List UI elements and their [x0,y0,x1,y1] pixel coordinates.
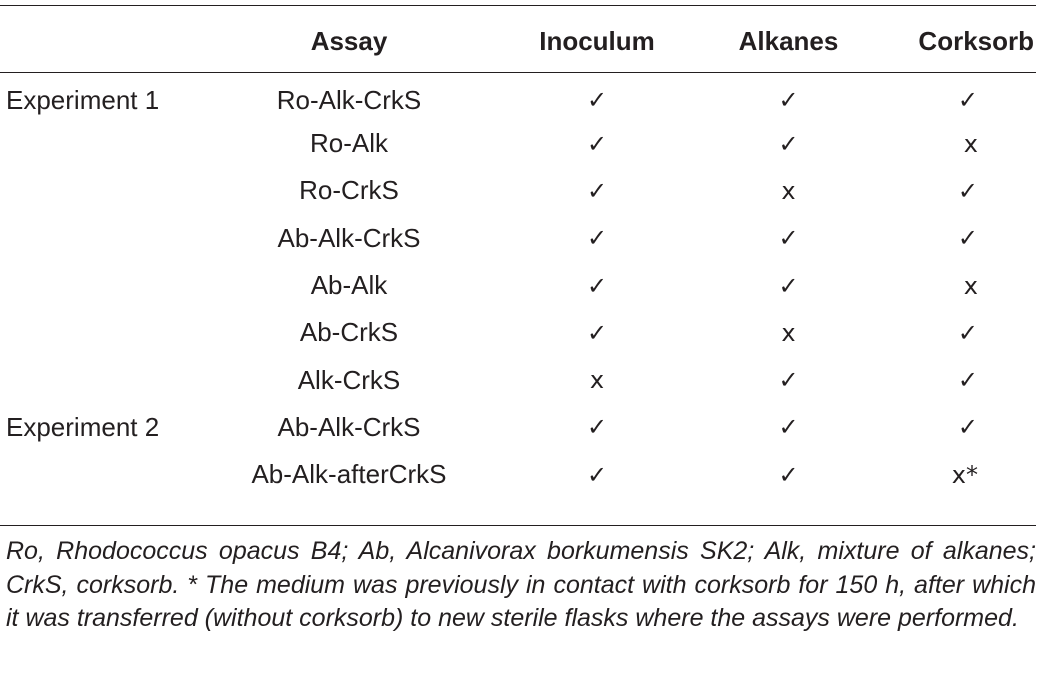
cell-corksorb: ✓ [957,366,978,395]
cell-assay: Ro-Alk [309,128,388,159]
table-row [0,356,1036,403]
cell-experiment [0,356,210,403]
cell-assay: Ro-Alk-CrkS [276,84,422,115]
table-row [0,167,1036,214]
cell-assay: Ab-CrkS [299,317,399,348]
cell-inoculum: ✓ [586,176,608,205]
header-experiment [0,16,210,66]
cell-corksorb: ✓ [957,318,978,347]
cell-alkanes: ✓ [778,86,799,114]
table-row [0,215,1036,262]
cell-alkanes: x [781,318,796,347]
cell-corksorb: ✓ [957,224,978,253]
table-header-row [0,16,1036,66]
table-top-rule [0,5,1036,6]
table-row [0,120,1036,167]
cell-inoculum: x [589,366,605,395]
table-caption: Ro, Rhodococcus opacus B4; Ab, Alcanivorax borkumensis SK2; Alk, mixture of alkanes; CrkS, corksorb. * The medium was previously in contact with corksorb for 150 h, after which it was transferred (without corksorb) to new sterile flasks where the assays were performed. [6,537,1036,632]
cell-experiment: Experiment 2 [6,411,160,442]
cell-corksorb: ✓ [957,413,978,442]
cell-inoculum: ✓ [586,129,608,158]
cell-inoculum: ✓ [586,413,608,442]
cell-alkanes: ✓ [778,460,799,489]
cell-experiment [0,451,210,498]
cell-assay: Ab-Alk-CrkS [277,222,421,253]
cell-corksorb: ✓ [957,176,978,205]
header-assay: Assay [310,25,388,56]
header-inoculum: Inoculum [539,25,655,56]
cell-inoculum: ✓ [586,460,608,489]
table-row [0,451,1036,498]
cell-assay: Ab-Alk-CrkS [277,411,421,442]
table-row [0,66,1036,120]
cell-corksorb: x* [951,460,978,489]
cell-alkanes: ✓ [778,271,799,300]
table-row [0,404,1036,451]
cell-assay: Ab-Alk [310,270,388,301]
cell-corksorb: x [963,271,978,300]
cell-assay: Alk-CrkS [297,364,401,395]
cell-corksorb: x [963,129,978,158]
table-bottom-rule [0,525,1036,526]
header-corksorb: Corksorb [918,25,1034,56]
cell-experiment [0,309,210,356]
cell-assay: Ab-Alk-afterCrkS [251,459,447,490]
cell-experiment [0,120,210,167]
table-row [0,309,1036,356]
assay-table [0,16,1036,498]
cell-corksorb: ✓ [957,86,978,114]
cell-assay: Ro-CrkS [299,175,399,206]
cell-experiment [0,167,210,214]
cell-experiment [0,262,210,309]
cell-inoculum: ✓ [586,86,608,114]
cell-experiment: Experiment 1 [6,84,160,115]
cell-alkanes: ✓ [778,129,799,158]
cell-alkanes: ✓ [778,413,799,442]
header-alkanes: Alkanes [738,25,839,56]
cell-alkanes: ✓ [778,366,799,395]
cell-inoculum: ✓ [586,318,608,347]
cell-alkanes: x [781,176,796,205]
cell-inoculum: ✓ [586,271,608,300]
cell-inoculum: ✓ [586,224,608,253]
cell-alkanes: ✓ [778,224,799,253]
cell-experiment [0,215,210,262]
table-row [0,262,1036,309]
